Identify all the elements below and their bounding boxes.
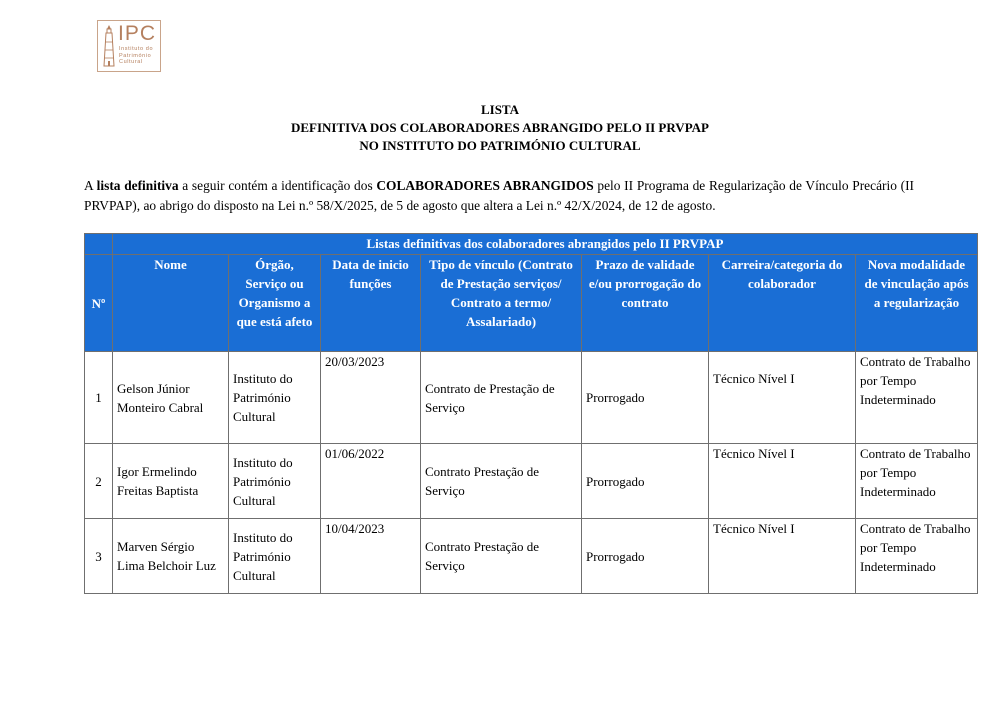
cell-carreira: Técnico Nível I xyxy=(709,519,856,594)
cell-carreira: Técnico Nível I xyxy=(709,352,856,444)
table-row xyxy=(85,519,978,594)
col-header-prazo: Prazo de validade e/ou prorrogação do contrato xyxy=(582,255,709,352)
cell-modalidade: Contrato de Trabalho por Tempo Indeterminado xyxy=(856,519,978,594)
cell-tipo: Contrato Prestação de Serviço xyxy=(421,519,582,594)
cell-tipo: Contrato de Prestação de Serviço xyxy=(421,352,582,444)
heading-line-2: DEFINITIVA DOS COLABORADORES ABRANGIDO PELO II PRVPAP xyxy=(290,120,709,135)
col-header-carreira: Carreira/categoria do colaborador xyxy=(709,255,856,352)
heading-line-3: NO INSTITUTO DO PATRIMÓNIO CULTURAL xyxy=(359,138,641,153)
col-header-data: Data de inicio funções xyxy=(321,255,421,352)
cell-nome: Igor Ermelindo Freitas Baptista xyxy=(113,444,229,519)
cell-prazo: Prorrogado xyxy=(582,519,709,594)
col-header-num: Nº xyxy=(85,255,113,352)
cell-data: 10/04/2023 xyxy=(321,519,421,594)
intro-text-2: a seguir contém a identificação dos xyxy=(178,178,377,193)
cell-tipo: Contrato Prestação de Serviço xyxy=(421,444,582,519)
intro-paragraph xyxy=(84,176,914,215)
cell-data: 01/06/2022 xyxy=(321,444,421,519)
col-header-orgao: Órgão, Serviço ou Organismo a que está afeto xyxy=(229,255,321,352)
intro-bold-2: COLABORADORES ABRANGIDOS xyxy=(376,178,594,193)
cell-num: 3 xyxy=(85,519,113,594)
cell-orgao: Instituto do Património Cultural xyxy=(229,519,321,594)
cell-nome: Marven Sérgio Lima Belchoir Luz xyxy=(113,519,229,594)
cell-carreira: Técnico Nível I xyxy=(709,444,856,519)
ipc-logo xyxy=(97,20,161,72)
table-caption: Listas definitivas dos colaboradores abrangidos pelo II PRVPAP xyxy=(113,234,978,255)
table-row xyxy=(85,352,978,444)
collaborators-table xyxy=(84,233,978,594)
col-header-nome: Nome xyxy=(113,255,229,352)
intro-text-3: pelo II Programa de Regularização de Vínculo Precário (II PRVPAP), ao abrigo do disposto na Lei n.º 58/X/2025, de 5 de agosto que altera a Lei n.º 42/X/2024, de 12 de agosto. xyxy=(84,178,914,213)
lighthouse-icon xyxy=(101,24,117,68)
cell-modalidade: Contrato de Trabalho por Tempo Indeterminado xyxy=(856,444,978,519)
cell-num: 1 xyxy=(85,352,113,444)
cell-data: 20/03/2023 xyxy=(321,352,421,444)
table-header-row xyxy=(85,255,978,352)
col-header-modalidade: Nova modalidade de vinculação após a regularização xyxy=(856,255,978,352)
table-caption-row xyxy=(85,234,978,255)
heading-line-1: LISTA xyxy=(480,102,520,117)
cell-prazo: Prorrogado xyxy=(582,444,709,519)
document-heading xyxy=(0,101,1000,155)
cell-orgao: Instituto do Património Cultural xyxy=(229,444,321,519)
table-row xyxy=(85,444,978,519)
cell-nome: Gelson Júnior Monteiro Cabral xyxy=(113,352,229,444)
col-header-tipo: Tipo de vínculo (Contrato de Prestação serviços/ Contrato a termo/ Assalariado) xyxy=(421,255,582,352)
caption-blank-cell xyxy=(85,234,113,255)
logo-full-name: Instituto do Património Cultural xyxy=(119,46,154,66)
logo-abbreviation: IPC xyxy=(118,22,157,45)
cell-orgao: Instituto do Património Cultural xyxy=(229,352,321,444)
intro-bold-1: lista definitiva xyxy=(96,178,179,193)
cell-prazo: Prorrogado xyxy=(582,352,709,444)
cell-num: 2 xyxy=(85,444,113,519)
intro-text-1: A xyxy=(84,178,97,193)
cell-modalidade: Contrato de Trabalho por Tempo Indeterminado xyxy=(856,352,978,444)
